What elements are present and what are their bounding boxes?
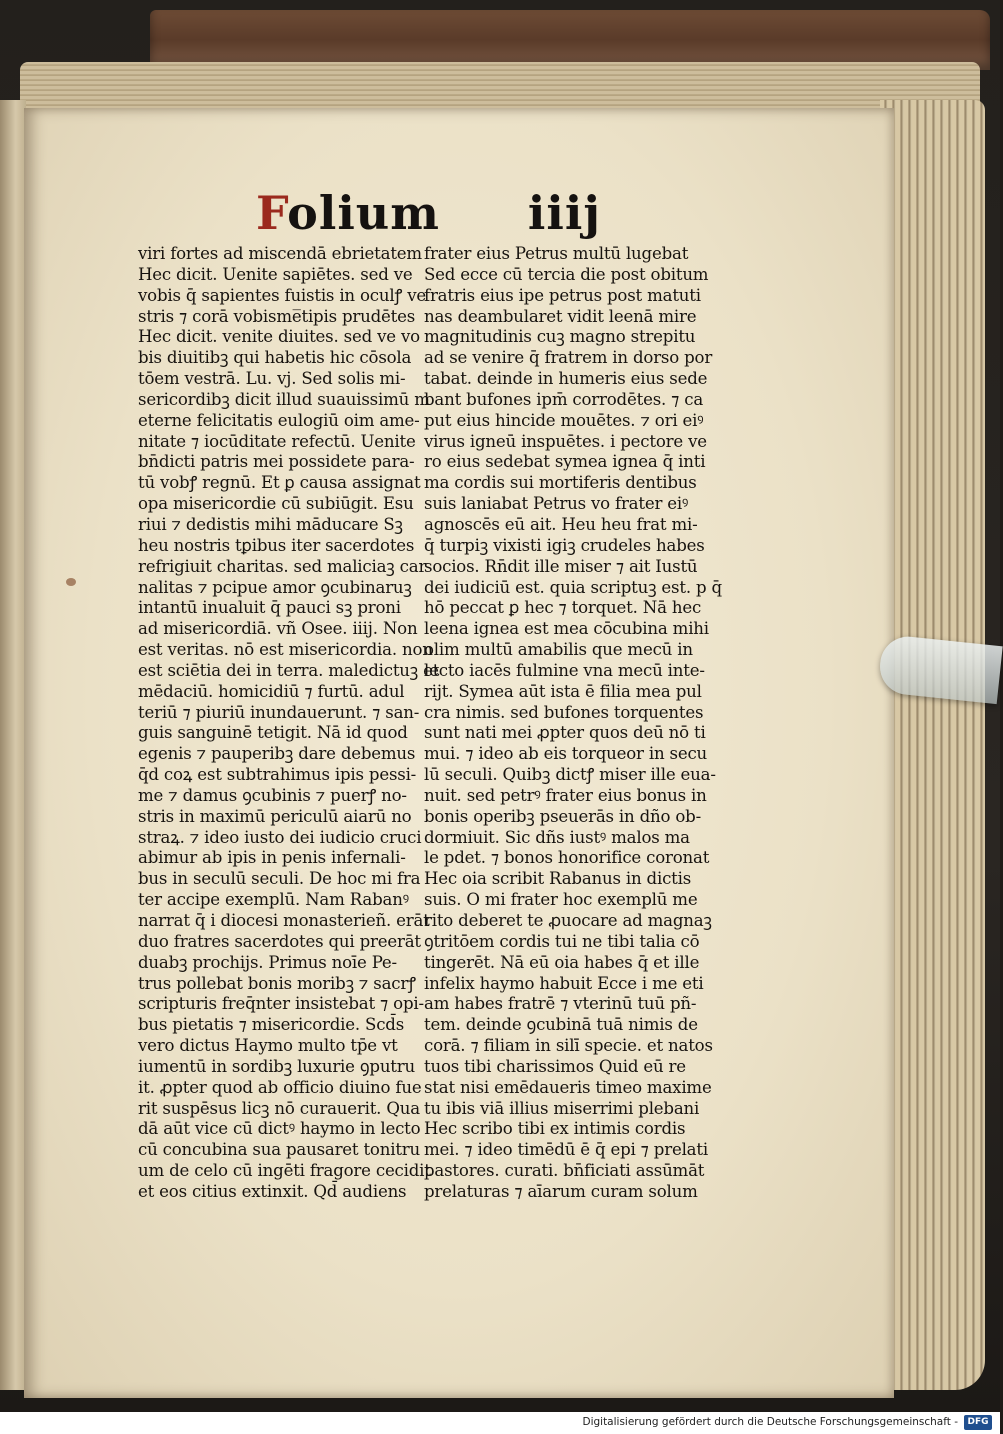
text-line: olim multū amabilis que mecū in: [424, 640, 693, 660]
footer-credit: Digitalisierung gefördert durch die Deutsche Forschungsgemeinschaft -: [582, 1416, 958, 1428]
text-line: lecto iacēs fulmine vna mecū inte-: [424, 660, 705, 680]
text-line: ma cordis sui mortiferis dentibus: [424, 473, 697, 493]
text-line: Sed ecce cū tercia die post obitum: [424, 264, 709, 284]
text-line: suis laniabat Petrus vo frater eiꝰ: [424, 494, 689, 514]
text-line: refrigiuit charitas. sed maliciaꝫ car: [138, 556, 427, 576]
text-line: bn̄dicti patris mei possidete para-: [138, 452, 415, 472]
text-line: narrat q̄ i diocesi monasterieñ. erāt: [138, 911, 430, 930]
text-line: cū concubina sua pausaret tonitru: [138, 1140, 421, 1160]
left-text-column: [138, 244, 440, 1203]
text-line: leena ignea est mea cōcubina mihi: [424, 619, 709, 639]
text-line: rijt. Symea aūt ista ē filia mea pul: [424, 681, 702, 701]
text-line: trus pollebat bonis moribꝫ ⁊ sacrꝭ: [138, 973, 416, 993]
text-line: est sciētia dei in terra. maledictuꝫ et: [138, 660, 440, 680]
text-line: sericordibꝫ dicit illud suauissimū m: [138, 389, 430, 409]
text-line: viri fortes ad miscendā ebrietatem: [138, 244, 422, 263]
text-line: put eius hincide mouētes. ⁊ ori eiꝰ: [424, 410, 704, 430]
text-line: vero dictus Haymo multo tp̄e vt: [138, 1036, 398, 1056]
page-edges-right: [880, 100, 985, 1390]
text-line: duabꝫ prochijs. Primus noīe Pe-: [138, 952, 397, 972]
text-line: tem. deinde ꝯcubinā tuā nimis de: [424, 1015, 698, 1035]
folio-number: iiij: [527, 186, 601, 240]
text-line: vobis q̄ sapientes fuistis in oculꝭ ve: [138, 285, 427, 305]
text-line: mēdaciū. homicidiū ⁊ furtū. adul: [138, 681, 405, 701]
text-line: virus igneū inspuētes. i pectore ve: [424, 431, 707, 451]
header-initial: F: [256, 186, 288, 240]
text-line: ter accipe exemplū. Nam Rabanꝰ: [138, 890, 409, 910]
text-line: um de celo cū ingēti fragore cecidit: [138, 1161, 431, 1181]
text-line: me ⁊ damus ꝯcubinis ⁊ puerꝭ no-: [138, 785, 407, 805]
text-line: nas deambularet vidit leenā mire: [424, 306, 697, 326]
text-line: prelaturas ⁊ aīarum curam solum: [424, 1181, 698, 1201]
text-line: hō peccat ꝑ hec ⁊ torquet. Nā hec: [424, 598, 702, 618]
text-line: ad misericordiā. vñ Osee. iiij. Non: [138, 619, 418, 639]
text-line: riui ⁊ dedistis mihi māducare Sꝫ: [138, 514, 403, 534]
text-line: tu ibis viā illius miserrimi plebani: [424, 1098, 700, 1118]
text-line: opa misericordie cū subiūgit. Esu: [138, 494, 414, 514]
text-line: magnitudinis cuꝫ magno strepitu: [424, 327, 696, 347]
text-line: est veritas. nō est misericordia. non: [138, 640, 433, 660]
text-line: stat nisi emēdaueris timeo maxime: [424, 1077, 712, 1097]
left-page-sliver: [0, 100, 26, 1390]
page-stain: [66, 578, 76, 586]
text-line: frater eius Petrus multū lugebat: [424, 244, 689, 263]
text-line: stris in maximū periculū aiarū no: [138, 806, 412, 826]
text-line: bus in seculū seculi. De hoc mi fra: [138, 869, 421, 889]
text-line: et eos citius extinxit. Qd̄ audiens: [138, 1181, 407, 1201]
text-line: fratris eius ipe petrus post matuti: [424, 285, 701, 305]
text-line: intantū inualuit q̄ pauci sꝫ proni: [138, 598, 401, 618]
text-line: Hec dicit. venite diuites. sed ve vo: [138, 327, 420, 347]
text-line: scripturis freq̄nter insistebat ⁊ opi-: [138, 994, 424, 1014]
text-line: q̄ turpiꝫ vixisti igiꝫ crudeles habes: [424, 535, 705, 555]
text-line: corā. ⁊ filiam in silī specie. et natos: [424, 1036, 713, 1056]
text-line: abimur ab ipis in penis infernali-: [138, 848, 406, 868]
text-line: guis sanguinē tetigit. Nā id quod: [138, 723, 408, 743]
text-line: nalitas ⁊ pcipue amor ꝯcubinaruꝫ: [138, 577, 412, 597]
text-line: dei iudiciū est. quia scriptuꝫ est. p q̄: [424, 577, 722, 597]
text-line: mei. ⁊ ideo timēdū ē q̄ epi ⁊ prelati: [424, 1140, 708, 1160]
text-line: egenis ⁊ pauperibꝫ dare debemus: [138, 744, 416, 764]
text-line: duo fratres sacerdotes qui preerāt: [138, 931, 421, 951]
text-line: tōem vestrā. Lu. vj. Sed solis mi-: [138, 369, 406, 389]
header-word: olium: [287, 186, 440, 240]
text-line: bant bufones ipm̄ corrodētes. ⁊ ca: [424, 389, 704, 409]
folio-header: [256, 186, 616, 246]
text-line: ad se venire q̄ fratrem in dorso por: [424, 348, 713, 368]
text-line: tuos tibi charissimos Quid eū re: [424, 1056, 686, 1076]
text-line: bus pietatis ⁊ misericordie. Scd̄s: [138, 1015, 405, 1035]
text-line: iumentū in sordibꝫ luxurie ꝯputru: [138, 1056, 415, 1076]
text-line: heu nostris tꝑibus iter sacerdotes: [138, 535, 415, 555]
text-line: sunt nati mei ꝓpter quos deū nō ti: [424, 723, 706, 743]
text-line: it. ꝓpter quod ab officio diuino fue: [138, 1077, 422, 1097]
text-line: rito deberet te ꝓuocare ad magnaꝫ: [424, 911, 712, 930]
text-line: tabat. deinde in humeris eius sede: [424, 369, 708, 389]
text-line: straꝝ. ⁊ ideo iusto dei iudicio cruci: [138, 827, 422, 847]
text-line: ꝯtritōem cordis tui ne tibi talia cō: [424, 931, 700, 951]
text-line: socios. Rn̄dit ille miser ⁊ ait Iustū: [424, 556, 698, 576]
text-line: stris ⁊ corā vobisme̅tipis prudētes: [138, 306, 416, 326]
text-line: bis diuitibꝫ qui habetis hic cōsola: [138, 348, 412, 368]
right-text-column: [424, 244, 722, 1203]
text-line: tingerēt. Nā eū oia habes q̄ et ille: [424, 952, 700, 972]
text-line: Hec oia scribit Rabanus in dictis: [424, 869, 692, 889]
text-line: lū seculi. Quibꝫ dictꝭ miser ille eua-: [424, 765, 716, 785]
text-line: rit suspēsus licꝫ nō curauerit. Qua: [138, 1098, 420, 1118]
text-line: mui. ⁊ ideo ab eis torqueor in secu: [424, 744, 708, 764]
page-edges-top: [20, 62, 980, 110]
text-line: Hec scribo tibi ex intimis cordis: [424, 1119, 686, 1139]
text-line: suis. O mi frater hoc exemplū me: [424, 890, 698, 910]
text-line: dormiuit. Sic dñs iustꝰ malos ma: [424, 827, 690, 847]
text-line: dā aūt vice cū dictꝰ haymo in lecto: [138, 1119, 421, 1139]
text-line: ro eius sedebat symea ignea q̄ inti: [424, 452, 706, 472]
text-line: cra nimis. sed bufones torquentes: [424, 702, 704, 722]
text-line: bonis operibꝫ pseuerās in dño ob-: [424, 806, 701, 826]
text-line: teriū ⁊ piuriū inundauerunt. ⁊ san-: [138, 702, 420, 722]
dfg-logo: DFG: [964, 1415, 992, 1430]
text-line: am habes fratrē ⁊ vterinū tuū pñ-: [424, 994, 697, 1014]
text-line: nuit. sed petrꝰ frater eius bonus in: [424, 785, 707, 805]
text-line: nitate ⁊ iocūditate refectū. Uenite: [138, 431, 416, 451]
text-line: le pdet. ⁊ bonos honorifice coronat: [424, 848, 710, 868]
text-line: infelix haymo habuit Ecce i me eti: [424, 973, 704, 993]
text-line: agnoscēs eū ait. Heu heu frat mi-: [424, 514, 698, 534]
footer-bar: [0, 1412, 1000, 1434]
text-line: tū vobꝭ regnū. Et ꝑ causa assignat: [138, 473, 421, 493]
book-cover: [150, 10, 990, 70]
text-line: Hec dicit. Uenite sapiētes. sed ve: [138, 264, 413, 284]
text-line: pastores. curati. bn̄ficiati assūmāt: [424, 1161, 705, 1181]
text-line: eterne felicitatis eulogiū oim ame-: [138, 410, 420, 430]
text-line: q̄d coꝝ est subtrahimus ipis pessi-: [138, 765, 417, 785]
